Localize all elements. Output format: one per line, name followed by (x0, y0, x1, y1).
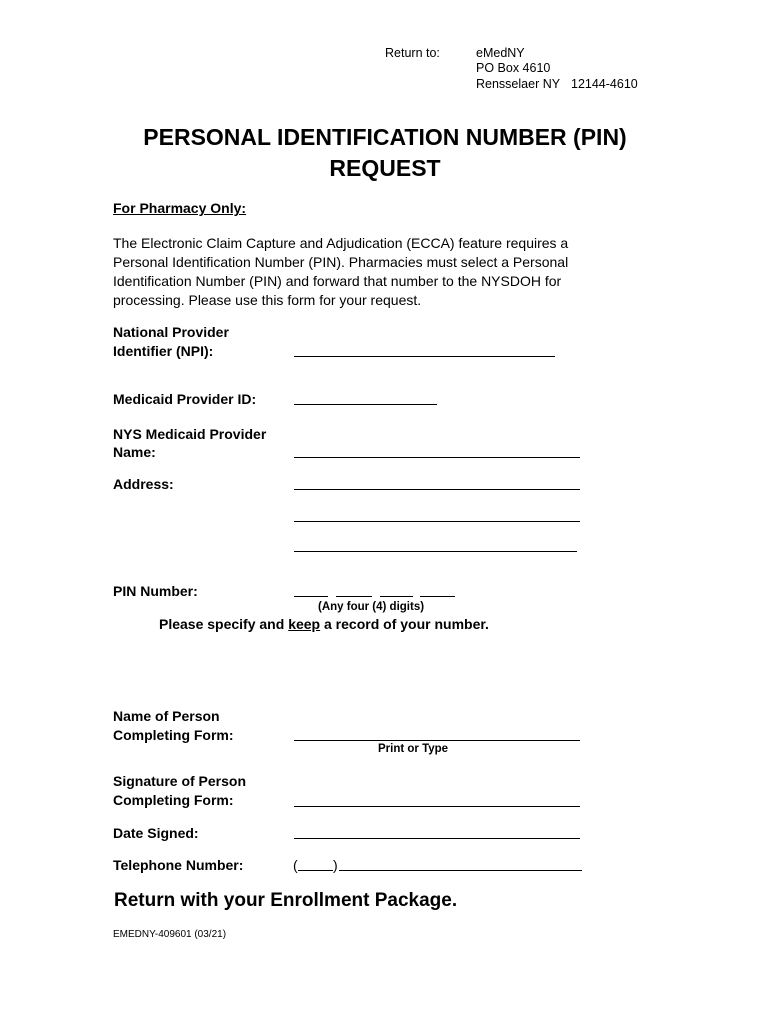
provider-name-label-line2: Name: (113, 444, 156, 460)
npi-label-line1: National Provider (113, 324, 229, 340)
form-code: EMEDNY-409601 (03/21) (113, 929, 227, 940)
phone-area-close-paren: ) (333, 857, 338, 873)
phone-label: Telephone Number: (113, 857, 244, 873)
name-field[interactable] (294, 740, 580, 741)
address-line3-field[interactable] (294, 551, 577, 552)
signature-label-line1: Signature of Person (113, 773, 247, 789)
pin-digit-2-field[interactable] (336, 596, 372, 597)
intro-paragraph: The Electronic Claim Capture and Adjudication (ECCA) feature requires a Personal Identification Number (PIN). Pharmacies must select a Personal Identification Number (PIN) and forward that number to the NYSDOH for processing. Please use this form for your request. (113, 235, 569, 308)
return-org: eMedNY (476, 46, 525, 60)
pin-instruction: Please specify and keep a record of your number. (159, 616, 489, 632)
provider-name-label-line1: NYS Medicaid Provider (113, 426, 267, 442)
name-label-line2: Completing Form: (113, 727, 234, 743)
signature-label-line2: Completing Form: (113, 792, 234, 808)
pin-digit-3-field[interactable] (380, 596, 413, 597)
npi-label-line2: Identifier (NPI): (113, 343, 214, 359)
signature-field[interactable] (294, 806, 580, 807)
address-line2-field[interactable] (294, 521, 580, 522)
return-to-label: Return to: (385, 46, 440, 60)
medicaid-id-label: Medicaid Provider ID: (113, 391, 257, 407)
name-label-line1: Name of Person (113, 708, 220, 724)
form-title-line1: PERSONAL IDENTIFICATION NUMBER (PIN) (143, 124, 627, 150)
name-hint: Print or Type (378, 743, 449, 755)
return-instruction: Return with your Enrollment Package. (114, 890, 458, 911)
date-field[interactable] (294, 838, 580, 839)
return-zip: 12144-4610 (571, 77, 638, 91)
npi-field[interactable] (294, 356, 555, 357)
phone-area-open-paren: ( (293, 857, 298, 873)
return-po-box: PO Box 4610 (476, 61, 551, 75)
date-label: Date Signed: (113, 825, 199, 841)
phone-number-field[interactable] (339, 870, 582, 871)
provider-name-field[interactable] (294, 457, 580, 458)
form-title-line2: REQUEST (329, 155, 441, 181)
address-label: Address: (113, 476, 174, 492)
section-label: For Pharmacy Only: (113, 200, 247, 216)
pin-digit-1-field[interactable] (294, 596, 328, 597)
pin-digit-4-field[interactable] (420, 596, 455, 597)
address-line1-field[interactable] (294, 489, 580, 490)
return-city-state: Rensselaer NY (476, 77, 561, 91)
medicaid-id-field[interactable] (294, 404, 437, 405)
pin-label: PIN Number: (113, 583, 198, 599)
phone-area-code-field[interactable] (298, 870, 333, 871)
pin-instruction-keep: keep (288, 616, 321, 632)
pin-hint: (Any four (4) digits) (318, 601, 425, 613)
